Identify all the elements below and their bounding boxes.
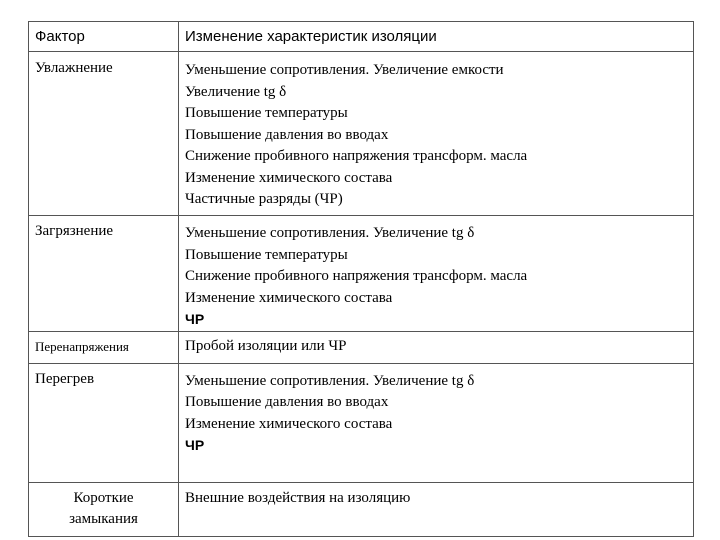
change-item: Пробой изоляции или ЧР (185, 338, 347, 355)
table-row (29, 363, 694, 482)
change-item: Уменьшение сопротивления. Увеличение емкости (185, 62, 504, 78)
factor-line: Короткие (73, 489, 134, 506)
changes-cell (179, 482, 694, 536)
change-item: Повышение температуры (185, 105, 348, 121)
factor-cell: Перенапряжения (29, 331, 179, 363)
factors-table (28, 21, 694, 537)
factor-cell: Загрязнение (29, 216, 179, 332)
changes-cell (179, 363, 694, 482)
change-item: Уменьшение сопротивления. Увеличение tg δ (185, 225, 475, 241)
factor-cell: Перегрев (29, 363, 179, 482)
changes-cell (179, 52, 694, 216)
table-row (29, 331, 694, 363)
change-item: ЧР (185, 311, 205, 327)
change-item: Уменьшение сопротивления. Увеличение tg δ (185, 372, 475, 389)
change-item: Внешние воздействия на изоляцию (185, 489, 411, 506)
table-row (29, 52, 694, 216)
header-changes: Изменение характеристик изоляции (179, 22, 694, 52)
change-item: Изменение химического состава (185, 169, 393, 186)
change-item: Увеличение tg δ (185, 83, 287, 100)
changes-cell (179, 331, 694, 363)
change-item: Снижение пробивного напряжения трансформ. масла (185, 148, 528, 164)
factor-line: замыкания (69, 511, 138, 527)
header-factor: Фактор (29, 22, 179, 52)
change-item: Повышение температуры (185, 246, 348, 263)
table-row (29, 482, 694, 536)
change-item: Снижение пробивного напряжения трансформ. масла (185, 268, 528, 284)
change-item: Повышение давления во вводах (185, 394, 389, 410)
table-header-row (29, 22, 694, 52)
change-item: ЧР (185, 437, 205, 453)
change-item: Изменение химического состава (185, 415, 393, 432)
factor-cell (29, 482, 179, 536)
change-item: Изменение химического состава (185, 289, 393, 306)
change-item: Частичные разряды (ЧР) (185, 191, 343, 207)
table-row (29, 216, 694, 332)
change-item: Повышение давления во вводах (185, 126, 389, 143)
factor-cell: Увлажнение (29, 52, 179, 216)
changes-cell (179, 216, 694, 332)
